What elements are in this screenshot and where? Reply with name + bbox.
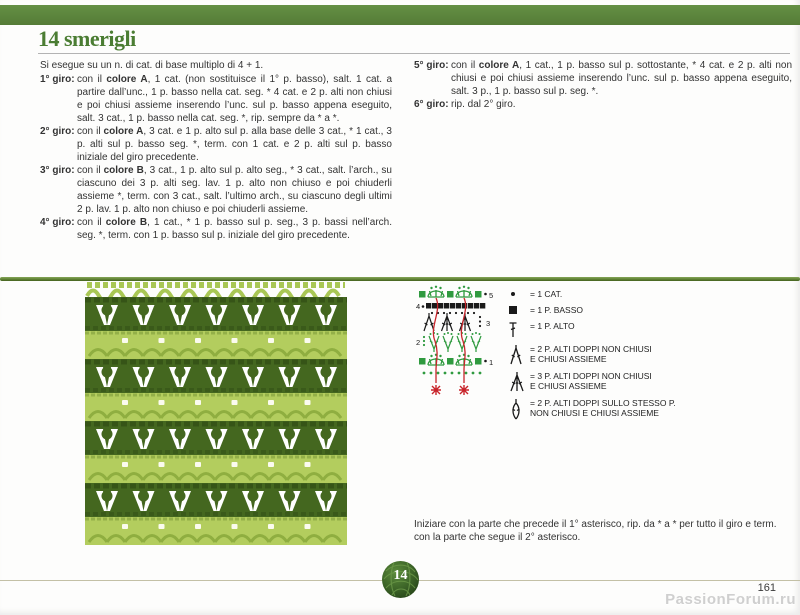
legend-label: = 1 P. ALTO (530, 320, 575, 331)
round-6 (414, 98, 792, 111)
page-title: 14 smerigli (38, 26, 136, 51)
chart-diagram (416, 283, 512, 411)
round-label: 5° giro: (414, 60, 449, 71)
round-label: 2° giro: (40, 126, 75, 137)
pattern-note: Iniziare con la parte che precede il 1° asterisco, rip. da * a * per tutto il giro e term. con la parte che segue il 2° asterisco. (414, 519, 777, 543)
legend-item (508, 289, 792, 300)
chart-row5-label: 5 (489, 291, 494, 300)
round-text: con il colore A, 3 cat. e 1 p. alto sul p. alla base delle 3 cat., * 1 cat., 3 p. alti sul p. basso seg. *, term. con 1 cat. e 2 p. alti sul p. basso iniziale del giro precedente. (77, 126, 392, 163)
header-bar (0, 5, 800, 25)
round-text: con il colore A, 1 cat., 1 p. basso sul p. sottostante, * 4 cat. e 2 p. alti non chiusi e poi chiusi assieme inserendo l’unc. sul p. basso appena eseguito, salt. 3 p., 1 p. basso sul p. seg. *. (451, 60, 793, 97)
round-label: 4° giro: (40, 217, 75, 228)
chart-row4-label: 4 (416, 302, 421, 311)
cluster-3-icon (508, 371, 530, 393)
chart-row3-label: 3 (486, 319, 491, 328)
round-4 (40, 216, 392, 242)
round-1 (40, 73, 392, 125)
legend-label: = 2 P. ALTI DOPPI SULLO STESSO P. NON CHIUSI E CHIUSI ASSIEME (530, 397, 676, 418)
legend-label: = 3 P. ALTI DOPPI NON CHIUSI E CHIUSI ASSIEME (530, 370, 652, 391)
single-crochet-square-icon (508, 305, 530, 316)
chart-red-guides (433, 298, 465, 383)
chain-dot-icon (508, 289, 530, 299)
intro-text: Si esegue su un n. di cat. di base multiplo di 4 + 1. (40, 60, 264, 71)
treble-icon (508, 321, 530, 339)
legend-item (508, 305, 792, 316)
chapter-number-badge: 14 (393, 568, 408, 583)
round-label: 6° giro: (414, 99, 449, 110)
legend-label: = 2 P. ALTI DOPPI NON CHIUSI E CHIUSI ASSIEME (530, 343, 652, 364)
cluster-2-same-stitch-icon (508, 398, 530, 422)
instructions-right-column (414, 59, 792, 111)
round-5 (414, 59, 792, 98)
instructions-left-column (40, 59, 392, 242)
chart-row-4 (416, 302, 485, 311)
chart-row-2 (416, 332, 481, 352)
page-number: 161 (757, 582, 776, 594)
legend-item (508, 344, 792, 366)
legend-item (508, 398, 792, 422)
round-text: con il colore B, 3 cat., 1 p. alto sul p. alto seg., * 3 cat., salt. l’arch., su ciascuno dei 3 p. alti seg. lav. 1 p. alto non chiuso e poi chiuderli assieme *, term. con 3 cat., salt. l’ultimo arch., su ciascuno degli ultimi 2 p. lav. 1 p. alto non chiuso e poi chiuderli assieme. (77, 165, 392, 215)
round-text: con il colore A, 1 cat. (non sostituisce il 1° p. basso), salt. 1 cat. a partire dall’unc., 1 p. basso nella cat. seg. * 4 cat. e 2 p. alti non chiusi e poi chiusi assieme inserendo l’unc. sul p. basso appena eseguito, salt. 3 cat., 1 p. basso nella cat. seg. *, rip. sempre da * a *. (77, 74, 393, 124)
round-label: 1° giro: (40, 74, 75, 85)
chart-foundation-chain (423, 372, 482, 375)
title-divider (38, 53, 790, 54)
cluster-2-icon (508, 344, 530, 366)
round-2 (40, 125, 392, 164)
round-text: rip. dal 2° giro. (451, 99, 516, 110)
chart-row-1 (419, 354, 493, 367)
swatch-photo (85, 281, 347, 545)
chart-row2-label: 2 (416, 338, 421, 347)
legend-label: = 1 CAT. (530, 289, 563, 299)
chart-legend (508, 289, 792, 427)
round-text: con il colore B, 1 cat., * 1 p. basso sul p. seg., 3 p. bassi nell’arch. seg. *, term. con 1 p. basso sul p. iniziale del giro precedente. (77, 217, 393, 241)
round-label: 3° giro: (40, 165, 75, 176)
round-3 (40, 164, 392, 216)
legend-item (508, 321, 792, 339)
chart-row-5 (419, 286, 493, 300)
legend-label: = 1 P. BASSO (530, 304, 584, 315)
watermark: PassionForum.ru (665, 591, 796, 608)
legend-item (508, 371, 792, 393)
chart-row1-label: 1 (489, 358, 494, 367)
